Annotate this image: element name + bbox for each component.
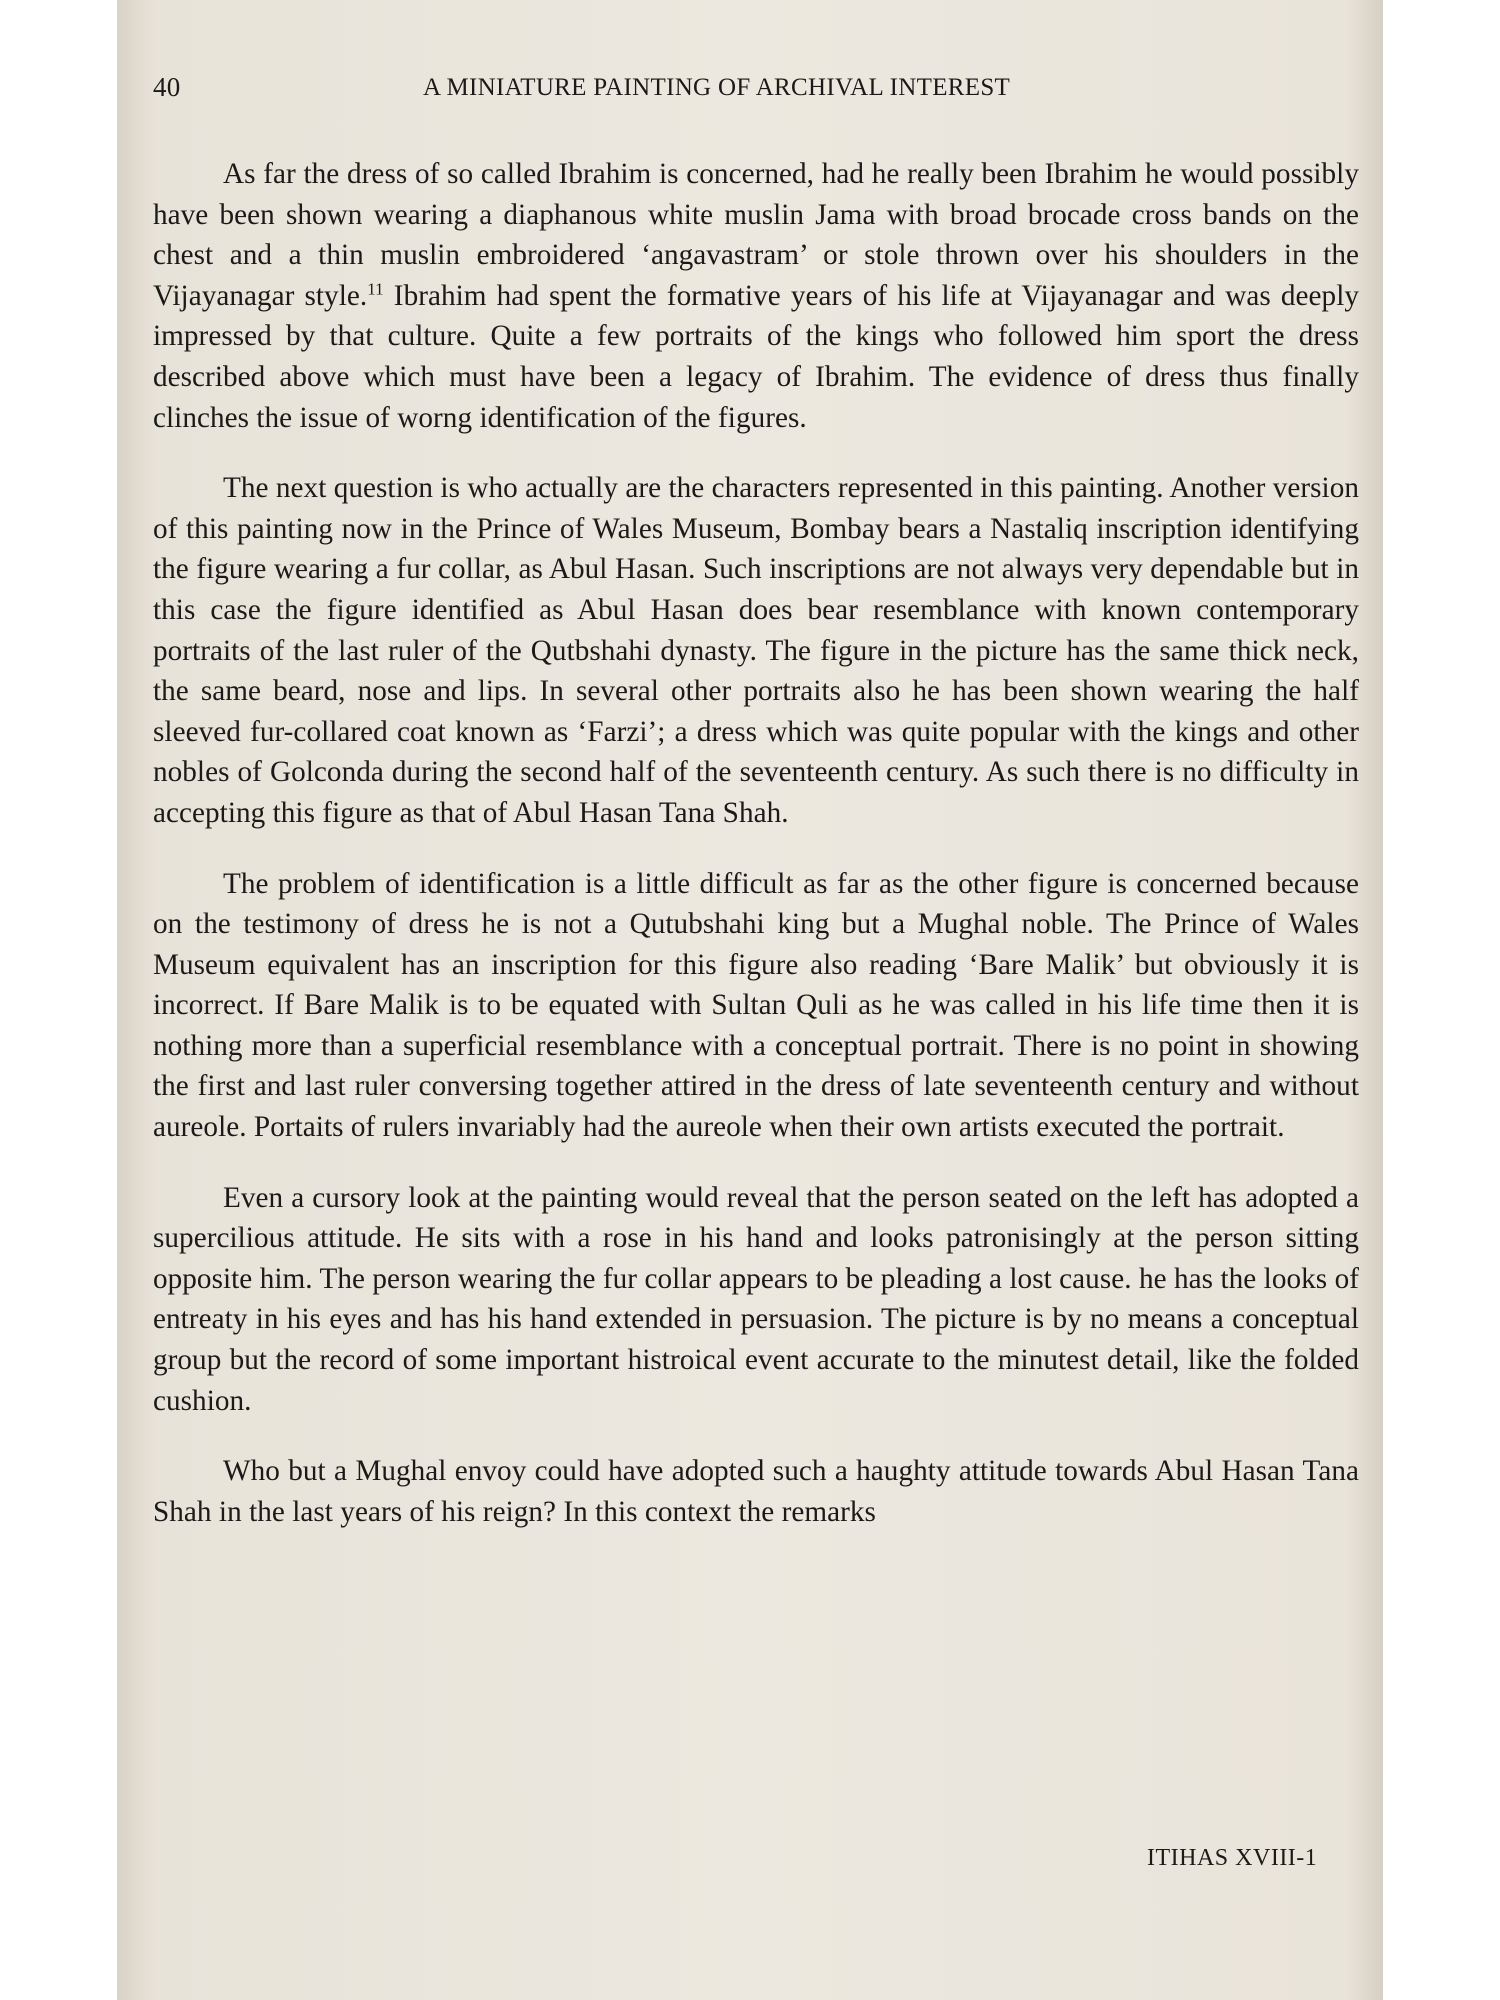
scanned-page <box>117 0 1383 2000</box>
paragraph-4: Even a cursory look at the painting would reveal that the person seated on the left has adopted a supercilious attitude. He sits with a rose in his hand and looks patronisingly at the person sitting opposite him. The person wearing the fur collar appears to be pleading a lost cause. he has the looks of entreaty in his eyes and has his hand extended in persuasion. The picture is by no means a conceptual group but the record of some important histroical event accurate to the minutest detail, like the folded cushion. <box>153 1181 1359 1417</box>
running-header <box>153 60 1359 112</box>
running-title: A MINIATURE PAINTING OF ARCHIVAL INTEREST <box>423 74 1011 101</box>
paragraph-1-text: As far the dress of so called Ibrahim is concerned, had he really been Ibrahim he would possibly have been shown wearing a diaphanous white muslin Jama with broad brocade cross bands on the chest and a thin muslin embroidered ‘angavastram’ or stole thrown over his shoulders in the Vijayanagar style. <box>153 158 1359 312</box>
page-number: 40 <box>153 72 181 102</box>
paragraph-1 <box>153 154 1359 438</box>
footnote-marker: 11 <box>367 279 384 299</box>
paragraph-3: The problem of identification is a little difficult as far as the other figure is concerned because on the testimony of dress he is not a Qutubshahi king but a Mughal noble. The Prince of Wales Museum equivalent has an inscription for this figure also reading ‘Bare Malik’ but obviously it is incorrect. If Bare Malik is to be equated with Sultan Quli as he was called in his life time then it is nothing more than a superficial resemblance with a conceptual portrait. There is no point in showing the first and last ruler conversing together attired in the dress of late seventeenth century and without aureole. Portaits of rulers invariably had the aureole when their own artists executed the portrait. <box>153 867 1359 1144</box>
page-body <box>153 60 1359 1532</box>
paragraph-5: Who but a Mughal envoy could have adopted such a haughty attitude towards Abul Hasan Tana Shah in the last years of his reign? In this context the remarks <box>153 1455 1359 1528</box>
paragraph-1-text-continued: Ibrahim had spent the formative years of his life at Vijayanagar and was deeply impressed by that culture. Quite a few portraits of the kings who followed him sport the dress described above which must have been a legacy of Ibrahim. The evidence of dress thus finally clinches the issue of worng identification of the figures. <box>153 279 1359 434</box>
paragraph-2: The next question is who actually are the characters represented in this painting. Another version of this painting now in the Prince of Wales Museum, Bombay bears a Nastaliq inscription identifying the figure wearing a fur collar, as Abul Hasan. Such inscriptions are not always very dependable but in this case the figure identified as Abul Hasan does bear resemblance with known contemporary portraits of the last ruler of the Qutbshahi dynasty. The figure in the picture has the same thick neck, the same beard, nose and lips. In several other portraits also he has been shown wearing the half sleeved fur-collared coat known as ‘Farzi’; a dress which was quite popular with the kings and other nobles of Golconda during the second half of the seventeenth century. As such there is no difficulty in accepting this figure as that of Abul Hasan Tana Shah. <box>153 472 1359 829</box>
journal-footer: ITIHAS XVIII-1 <box>1147 1845 1318 1871</box>
